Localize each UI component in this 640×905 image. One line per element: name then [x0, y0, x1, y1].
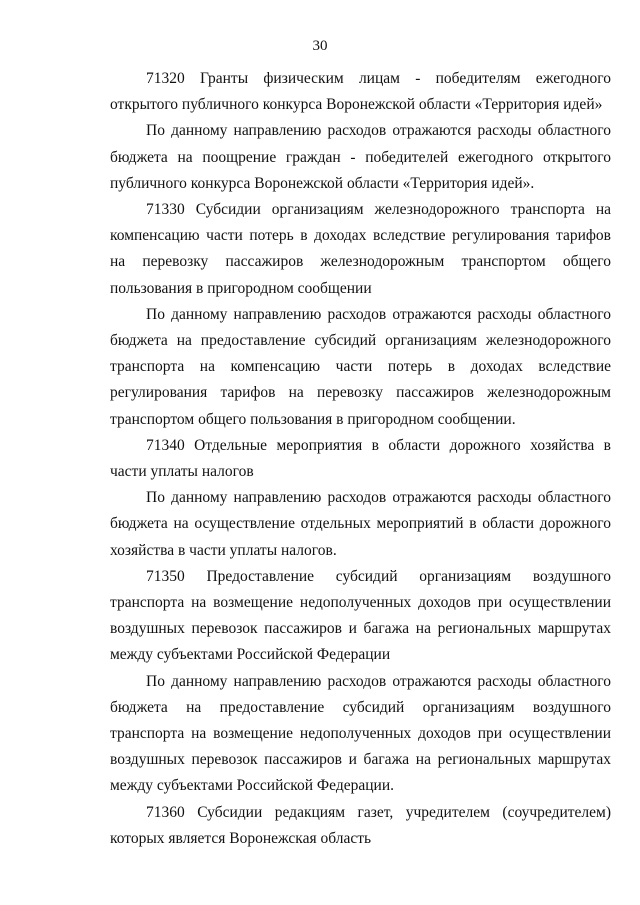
- paragraph-71350-heading: 71350 Предоставление субсидий организациям воздушного транспорта на возмещение недополученных доходов при осуществлении воздушных перевозок пассажиров и багажа на региональных маршрутах между субъектами Российской Федерации: [110, 567, 611, 664]
- paragraph-71330-description: По данному направлению расходов отражаются расходы областного бюджета на предоставление субсидий организациям железнодорожного транспорта на компенсацию части потерь в доходах вследствие регулирования тарифов на перевозку пассажиров железнодорожным транспортом общего пользования в пригородном сообщении.: [110, 305, 611, 428]
- paragraph-71320-description: По данному направлению расходов отражаются расходы областного бюджета на поощрение граждан - победителей ежегодного открытого публичного конкурса Воронежской области «Территория идей».: [110, 122, 611, 192]
- paragraph-71330-heading: 71330 Субсидии организациям железнодорожного транспорта на компенсацию части потерь в доходах вследствие регулирования тарифов на перевозку пассажиров железнодорожным транспортом общего пользования в пригородном сообщении: [110, 201, 611, 297]
- page-number: 30: [312, 38, 328, 54]
- document-body: [110, 66, 611, 852]
- paragraph-71350-description: По данному направлению расходов отражаются расходы областного бюджета на предоставление субсидий организациям воздушного транспорта на возмещение недополученных доходов при осуществлении воздушных перевозок пассажиров и багажа на региональных маршрутах между субъектами Российской Федерации.: [110, 672, 611, 795]
- paragraph-71320-heading: 71320 Гранты физическим лицам - победителям ежегодного открытого публичного конкурса Воронежской области «Территория идей»: [110, 70, 611, 114]
- paragraph-71340-heading: 71340 Отдельные мероприятия в области дорожного хозяйства в части уплаты налогов: [110, 436, 611, 481]
- paragraph-71360-heading: 71360 Субсидии редакциям газет, учредителем (соучредителем) которых является Воронежская область: [110, 803, 611, 847]
- paragraph-71340-description: По данному направлению расходов отражаются расходы областного бюджета на осуществление отдельных мероприятий в области дорожного хозяйства в части уплаты налогов.: [110, 489, 611, 559]
